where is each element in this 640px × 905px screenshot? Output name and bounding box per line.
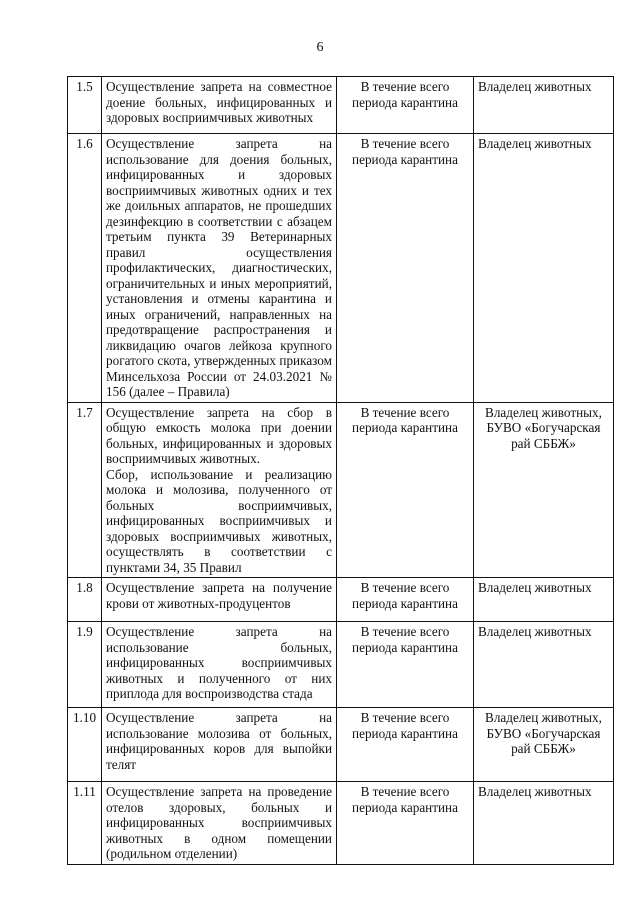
measure-description: [102, 622, 337, 708]
measure-description: [102, 578, 337, 622]
row-number: 1.10: [68, 708, 102, 782]
row-number: 1.8: [68, 578, 102, 622]
row-number: 1.6: [68, 134, 102, 403]
page-number: 6: [316, 40, 324, 55]
measure-term: В течение всего периода карантина: [337, 622, 474, 708]
measure-responsible: Владелец животных: [474, 782, 614, 865]
measure-term: В течение всего периода карантина: [337, 402, 474, 578]
measure-term: В течение всего периода карантина: [337, 578, 474, 622]
measure-description: [102, 134, 337, 403]
measure-description: [102, 77, 337, 134]
description-paragraph: Сбор, использование и реализацию молока и молозива, полученного от больных восприимчивых, инфицированных восприимчивых и здоровых восприимчивых животных, осуществлять в соответствии с пунктами 34, 35 Правил: [106, 466, 332, 575]
description-paragraph: Осуществление запрета на получение крови от животных-продуцентов: [106, 580, 332, 611]
row-number: 1.5: [68, 77, 102, 134]
row-number: 1.7: [68, 402, 102, 578]
description-paragraph: Осуществление запрета на сбор в общую емкость молока при доении больных, инфицированных и здоровых восприимчивых животных.: [106, 404, 332, 466]
measures-table: [67, 76, 614, 865]
table-row: [68, 402, 614, 578]
table-row: [68, 134, 614, 403]
table-row: [68, 782, 614, 865]
measure-responsible: Владелец животных: [474, 134, 614, 403]
measure-description: [102, 782, 337, 865]
description-paragraph: Осуществление запрета на использование молозива от больных, инфицированных коров для выпойки телят: [106, 710, 332, 772]
table-row: [68, 578, 614, 622]
measure-term: В течение всего периода карантина: [337, 782, 474, 865]
description-paragraph: Осуществление запрета на использование для доения больных, инфицированных и здоровых восприимчивых животных одних и тех же доильных аппаратов, не прошедших дезинфекцию в соответствии с абзацем третьим пункта 39 Ветеринарных правил осуществления профилактических, диагностических, ограничительных и иных мероприятий, установления и отмены карантина и иных ограничений, направленных на предотвращение распространения и ликвидацию очагов лейкоза крупного рогатого скота, утвержденных приказом Минсельхоза России от 24.03.2021 № 156 (далее – Правила): [106, 136, 332, 399]
description-paragraph: Осуществление запрета на совместное доение больных, инфицированных и здоровых восприимчивых животных: [106, 79, 332, 125]
measure-responsible: Владелец животных: [474, 77, 614, 134]
measure-responsible: Владелец животных: [474, 622, 614, 708]
row-number: 1.9: [68, 622, 102, 708]
measure-responsible: Владелец животных: [474, 578, 614, 622]
description-paragraph: Осуществление запрета на использование больных, инфицированных восприимчивых животных и полученного от них приплода для воспроизводства стада: [106, 624, 332, 701]
measure-description: [102, 402, 337, 578]
table-row: [68, 708, 614, 782]
measure-term: В течение всего периода карантина: [337, 77, 474, 134]
measure-responsible: Владелец животных, БУВО «Богучарская рай СББЖ»: [474, 402, 614, 578]
measure-responsible: Владелец животных, БУВО «Богучарская рай СББЖ»: [474, 708, 614, 782]
description-paragraph: Осуществление запрета на проведение отелов здоровых, больных и инфицированных восприимчивых животных в одном помещении (родильном отделении): [106, 784, 332, 861]
table-row: [68, 622, 614, 708]
measure-term: В течение всего периода карантина: [337, 708, 474, 782]
row-number: 1.11: [68, 782, 102, 865]
measure-term: В течение всего периода карантина: [337, 134, 474, 403]
table-row: [68, 77, 614, 134]
measure-description: [102, 708, 337, 782]
